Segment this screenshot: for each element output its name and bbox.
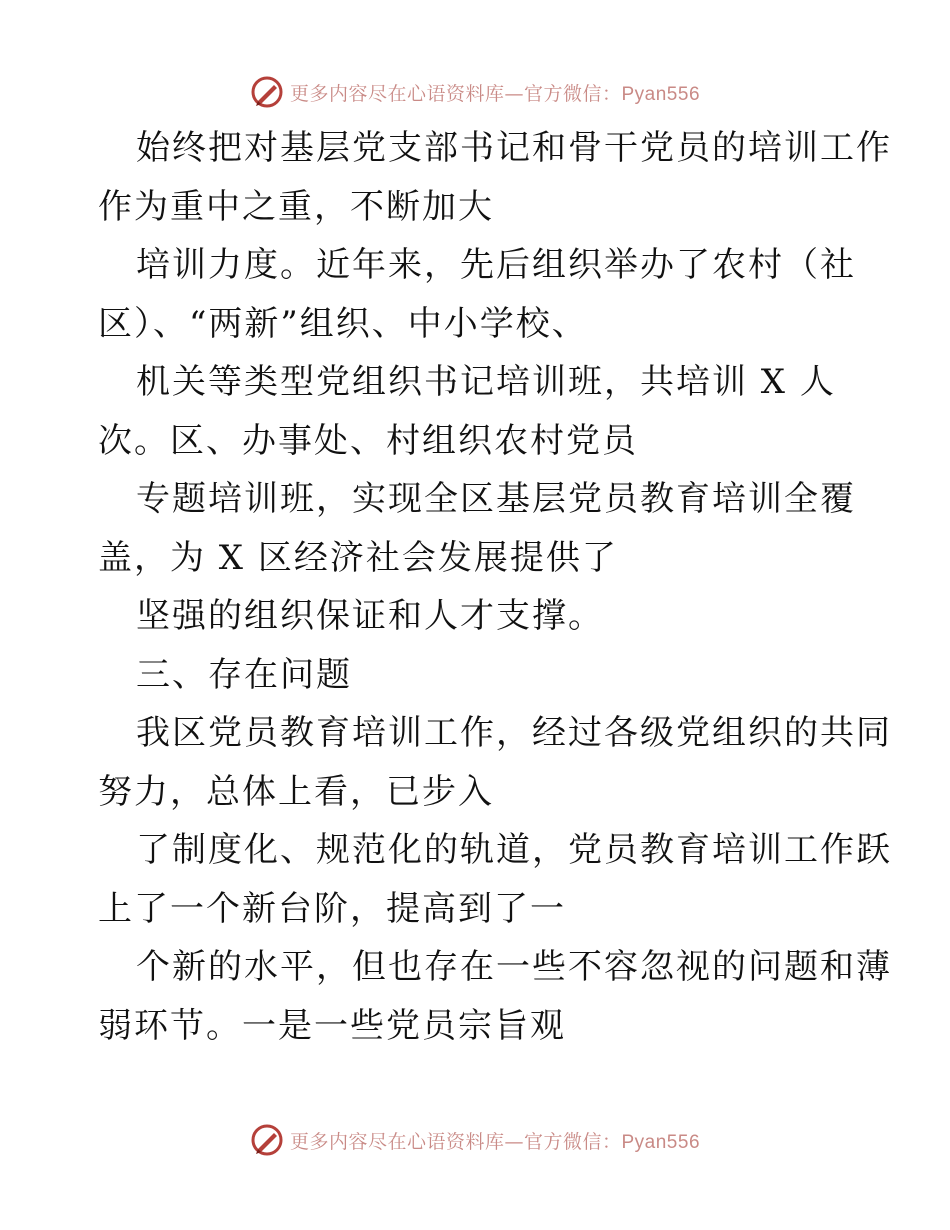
- paragraph-line: 区）、“两新”组织、中小学校、: [98, 304, 588, 344]
- paragraph-line: 我区党员教育培训工作，经过各级党组织的共同: [136, 713, 892, 753]
- paragraph-line: 个新的水平，但也存在一些不容忽视的问题和薄: [136, 947, 892, 987]
- pen-logo-icon: [250, 75, 284, 109]
- header-watermark: [0, 72, 950, 112]
- paragraph-line: 上了一个新台阶，提高到了一: [98, 889, 566, 929]
- watermark-text: 更多内容尽在心语资料库—官方微信：Pyan556: [289, 1130, 701, 1153]
- paragraph-line: 始终把对基层党支部书记和骨干党员的培训工作: [136, 128, 892, 168]
- paragraph-line: 三、存在问题: [136, 655, 352, 695]
- watermark-text: 更多内容尽在心语资料库—官方微信：Pyan556: [289, 82, 701, 105]
- paragraph-line: 盖，为 X 区经济社会发展提供了: [98, 538, 618, 578]
- paragraph-line: 次。区、办事处、村组织农村党员: [98, 421, 638, 461]
- footer-watermark: [0, 1120, 950, 1160]
- paragraph-line: 努力，总体上看，已步入: [98, 772, 494, 812]
- paragraph-line: 作为重中之重，不断加大: [98, 187, 494, 227]
- paragraph-line: 机关等类型党组织书记培训班，共培训 X 人: [136, 362, 836, 402]
- pen-logo-icon: [250, 1123, 284, 1157]
- paragraph-line: 弱环节。一是一些党员宗旨观: [98, 1006, 566, 1046]
- paragraph-line: 培训力度。近年来，先后组织举办了农村（社: [136, 245, 856, 285]
- paragraph-line: 了制度化、规范化的轨道，党员教育培训工作跃: [136, 830, 892, 870]
- paragraph-line: 坚强的组织保证和人才支撑。: [136, 596, 604, 636]
- paragraph-line: 专题培训班，实现全区基层党员教育培训全覆: [136, 479, 856, 519]
